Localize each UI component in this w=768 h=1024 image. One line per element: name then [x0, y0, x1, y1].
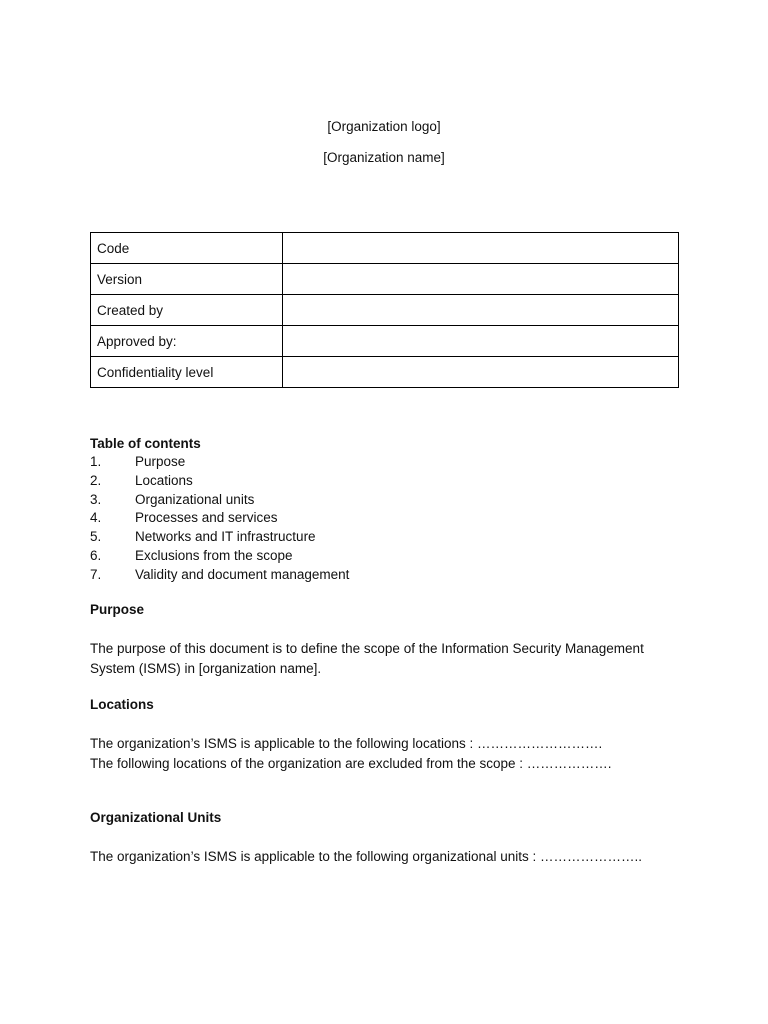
toc-item-number: 7. — [90, 566, 102, 582]
code-label: Code — [91, 233, 283, 264]
toc-item — [90, 509, 690, 528]
toc-item-label: Purpose — [135, 454, 186, 469]
toc-item-label: Exclusions from the scope — [135, 547, 293, 563]
table-row — [91, 295, 679, 326]
toc-heading: Table of contents — [90, 436, 201, 451]
created-by-value — [283, 295, 679, 326]
confidentiality-level-label: Confidentiality level — [91, 357, 283, 388]
toc-item-number: 4. — [90, 510, 102, 526]
toc-item-label: Processes and services — [135, 510, 278, 526]
table-row — [91, 264, 679, 295]
toc-item — [90, 566, 690, 585]
toc-item-number: 1. — [90, 454, 102, 469]
table-row — [91, 357, 679, 388]
org-units-heading-text: Organizational Units — [90, 810, 222, 825]
confidentiality-level-value — [283, 357, 679, 388]
toc-item — [90, 472, 690, 491]
toc-item-number: 6. — [90, 547, 102, 563]
purpose-heading — [90, 602, 690, 617]
toc-item-number: 3. — [90, 491, 102, 507]
purpose-paragraph: The purpose of this document is to define the scope of the Information Security Management System (ISMS) in [organization name]. — [90, 641, 644, 676]
purpose-section — [90, 639, 680, 678]
table-of-contents — [90, 434, 690, 585]
document-control-table — [90, 232, 679, 388]
created-by-label: Created by — [91, 295, 283, 326]
toc-item — [90, 453, 690, 472]
locations-heading — [90, 697, 690, 712]
toc-item — [90, 491, 690, 510]
locations-excluded-line: The following locations of the organization are excluded from the scope : ………………. — [90, 755, 612, 771]
org-units-section — [90, 847, 690, 867]
toc-item-label: Organizational units — [135, 491, 255, 507]
toc-item-label: Validity and document management — [135, 566, 350, 582]
code-value — [283, 233, 679, 264]
toc-item — [90, 547, 690, 566]
version-label: Version — [91, 264, 283, 295]
toc-item-number: 2. — [90, 472, 102, 488]
toc-list — [90, 453, 690, 585]
organization-name-placeholder: [Organization name] — [323, 150, 445, 165]
org-units-paragraph: The organization’s ISMS is applicable to the following organizational units : ………………….. — [90, 849, 643, 864]
toc-item — [90, 528, 690, 547]
approved-by-label: Approved by: — [91, 326, 283, 357]
toc-item-label: Locations — [135, 472, 193, 488]
toc-item-label: Networks and IT infrastructure — [135, 529, 316, 545]
locations-section — [90, 734, 690, 773]
locations-heading-text: Locations — [90, 697, 154, 712]
toc-item-number: 5. — [90, 529, 102, 545]
table-row — [91, 326, 679, 357]
table-row — [91, 233, 679, 264]
org-units-heading — [90, 810, 690, 825]
organization-logo-placeholder: [Organization logo] — [327, 119, 441, 134]
locations-included-line: The organization’s ISMS is applicable to the following locations : ………………………. — [90, 736, 603, 751]
approved-by-value — [283, 326, 679, 357]
version-value — [283, 264, 679, 295]
purpose-heading-text: Purpose — [90, 602, 145, 617]
